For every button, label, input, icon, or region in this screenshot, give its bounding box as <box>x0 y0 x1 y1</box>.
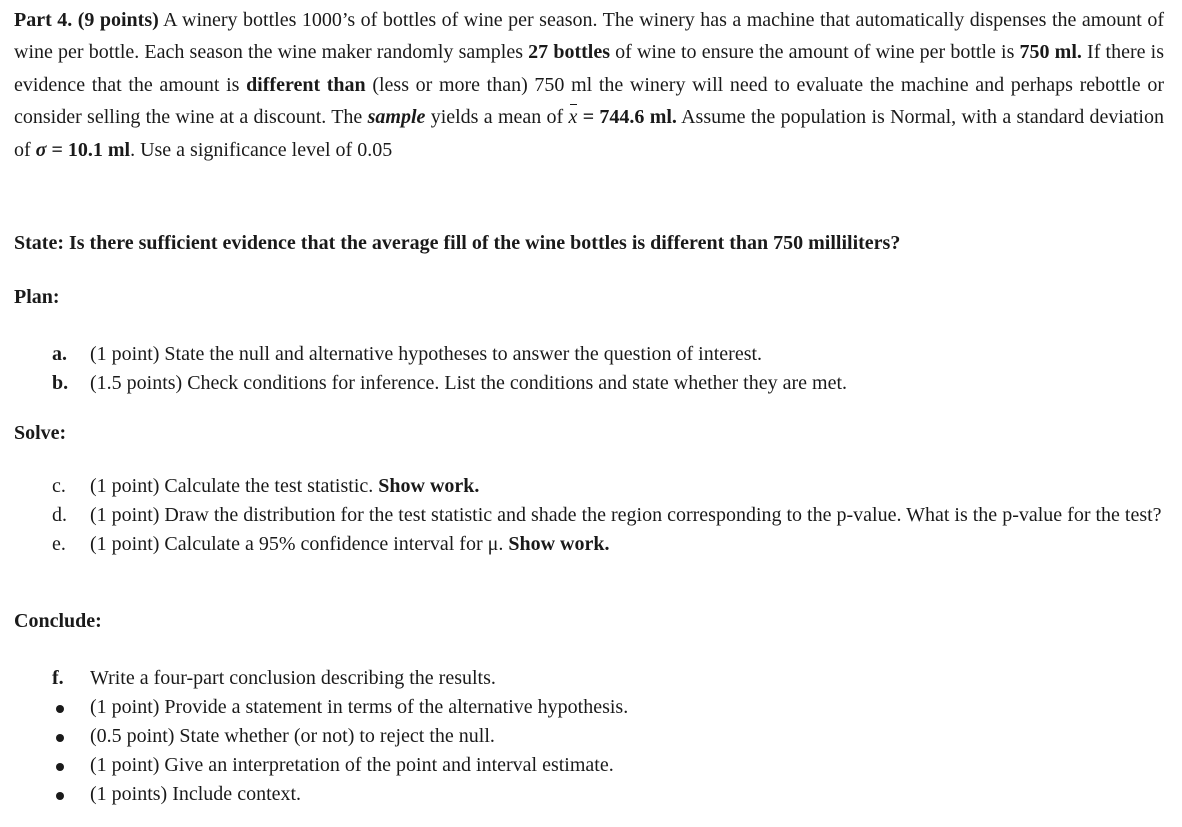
list-item: e. (1 point) Calculate a 95% confidence interval for μ. Show work. <box>52 533 610 555</box>
list-item: a. (1 point) State the null and alternative hypotheses to answer the question of interest. <box>52 343 763 365</box>
bullet-item: (0.5 point) State whether (or not) to reject the null. <box>52 722 1162 751</box>
conclude-heading: Conclude: <box>14 610 102 632</box>
bullet-icon <box>56 763 64 771</box>
bullet-item: (1 point) Provide a statement in terms of the alternative hypothesis. <box>52 693 1162 722</box>
plan-list <box>52 340 1162 398</box>
bullet-item: (1 points) Include context. <box>52 780 1162 809</box>
bullet-item: (1 point) Give an interpretation of the point and interval estimate. <box>52 751 1162 780</box>
state-question: State: Is there sufficient evidence that the average fill of the wine bottles is different than 750 milliliters? <box>14 232 901 254</box>
worksheet-page <box>14 4 1164 805</box>
bullet-icon <box>56 792 64 800</box>
list-item: d. (1 point) Draw the distribution for the test statistic and shade the region corresponding to the p-value. What is the p-value for the test? <box>52 504 1162 526</box>
plan-heading: Plan: <box>14 286 60 308</box>
conclude-list <box>52 664 1162 809</box>
bullet-icon <box>56 734 64 742</box>
problem-intro: Part 4. (9 points) A winery bottles 1000’s of bottles of wine per season. The winery has a machine that automatically dispenses the amount of wine per bottle. Each season the wine maker randomly samples 27 bottles of wine to ensure the amount of wine per bottle is 750 ml. If there is evidence that the amount is different than (less or more than) 750 ml the winery will need to evaluate the machine and perhaps rebottle or consider selling the wine at a discount. The sample yields a mean of x = 744.6 ml. Assume the population is Normal, with a standard deviation of σ = 10.1 ml. Use a significance level of 0.05 <box>14 9 1164 161</box>
solve-list <box>52 472 1162 559</box>
sigma-symbol: σ <box>35 138 47 161</box>
solve-heading: Solve: <box>14 422 67 444</box>
bullet-icon <box>56 705 64 713</box>
list-item: b. (1.5 points) Check conditions for inference. List the conditions and state whether they are met. <box>52 372 848 394</box>
part-label: Part 4. (9 points) <box>14 9 159 31</box>
list-item: f. Write a four-part conclusion describing the results. <box>52 667 496 689</box>
xbar-symbol: x <box>569 101 578 133</box>
list-item: c. (1 point) Calculate the test statistic. Show work. <box>52 475 480 497</box>
